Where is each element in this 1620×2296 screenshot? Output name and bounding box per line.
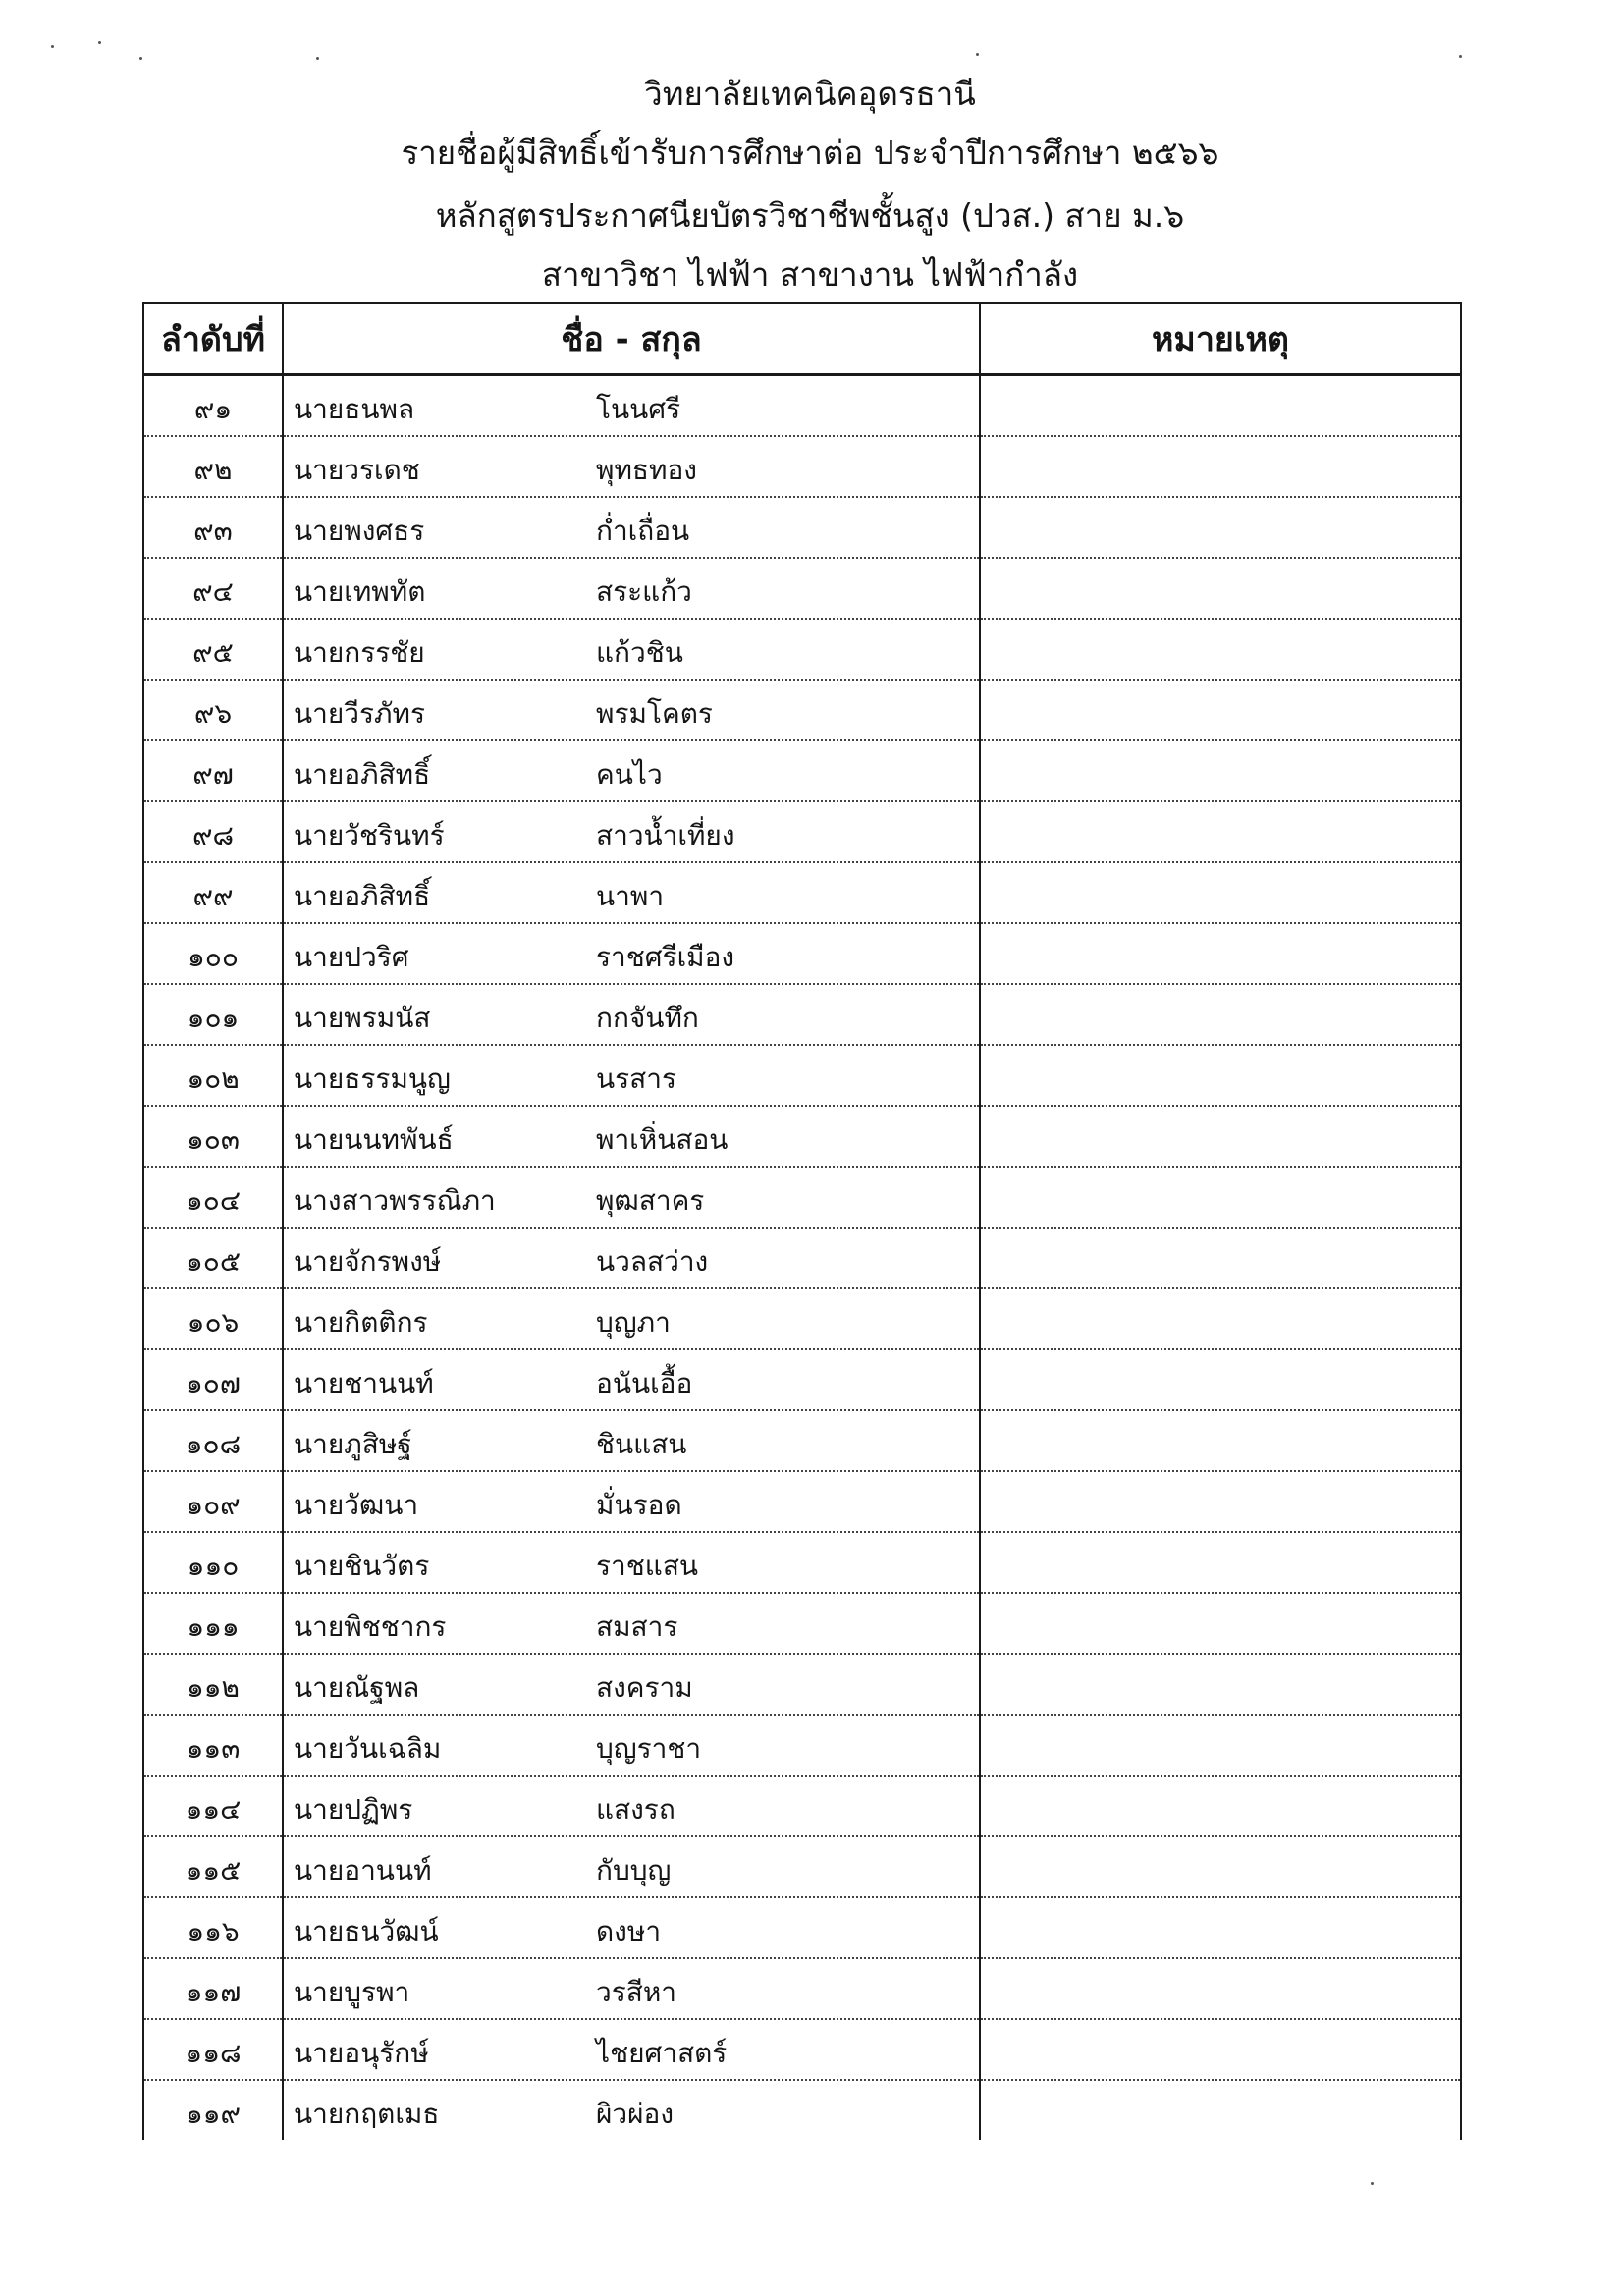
table-row (143, 1958, 1461, 2019)
surname: ไชยศาสตร์ (596, 2037, 728, 2069)
row-fullname (283, 862, 980, 923)
scan-speck (976, 53, 979, 56)
surname: นวลสว่าง (596, 1245, 709, 1278)
row-fullname (283, 1288, 980, 1349)
given-name: นายอภิสิทธิ์ (294, 758, 431, 791)
row-remark (980, 1593, 1461, 1654)
row-remark (980, 1776, 1461, 1836)
given-name: นายกิตติกร (294, 1306, 428, 1339)
surname: สงคราม (596, 1671, 693, 1704)
row-remark (980, 619, 1461, 680)
surname: บุญราชา (596, 1732, 702, 1765)
surname: พาเหิ่นสอน (596, 1123, 729, 1156)
row-remark (980, 1410, 1461, 1471)
row-fullname (283, 1776, 980, 1836)
row-remark (980, 1715, 1461, 1776)
row-number: ๑๐๓ (143, 1106, 283, 1167)
given-name: นายธนพล (294, 393, 415, 425)
row-remark (980, 1897, 1461, 1958)
major-title: สาขาวิชา ไฟฟ้า สาขางาน ไฟฟ้ากำลัง (541, 255, 1079, 294)
row-fullname (283, 680, 980, 740)
table-row (143, 2080, 1461, 2140)
list-title: รายชื่อผู้มีสิทธิ์เข้ารับการศึกษาต่อ ประจำปีการศึกษา ๒๕๖๖ (401, 134, 1219, 172)
row-remark (980, 1471, 1461, 1532)
surname: ราชศรีเมือง (596, 941, 735, 973)
row-number: ๙๗ (143, 740, 283, 801)
row-fullname (283, 1228, 980, 1288)
table-row (143, 1349, 1461, 1410)
row-number: ๙๙ (143, 862, 283, 923)
table-row (143, 1228, 1461, 1288)
given-name: นายวรเดช (294, 454, 420, 486)
row-remark (980, 1349, 1461, 1410)
surname: ดงษา (596, 1915, 662, 1947)
given-name: นายวีรภัทร (294, 697, 425, 730)
row-remark (980, 1288, 1461, 1349)
given-name: นายวันเฉลิม (294, 1732, 442, 1765)
scan-speck (139, 57, 142, 60)
row-number: ๑๑๑ (143, 1593, 283, 1654)
row-remark (980, 2080, 1461, 2140)
row-number: ๑๑๗ (143, 1958, 283, 2019)
row-number: ๑๐๐ (143, 923, 283, 984)
table-row (143, 862, 1461, 923)
given-name: นายธนวัฒน์ (294, 1915, 439, 1947)
row-remark (980, 801, 1461, 862)
row-number: ๑๑๔ (143, 1776, 283, 1836)
table-row (143, 1715, 1461, 1776)
row-remark (980, 1228, 1461, 1288)
row-remark (980, 1045, 1461, 1106)
college-name: วิทยาลัยเทคนิคอุดรธานี (644, 75, 976, 113)
row-number: ๙๖ (143, 680, 283, 740)
row-fullname (283, 619, 980, 680)
row-remark (980, 1836, 1461, 1897)
table-row (143, 497, 1461, 558)
given-name: นายวัฒนา (294, 1489, 419, 1521)
row-remark (980, 680, 1461, 740)
surname: อนันเอื้อ (596, 1367, 693, 1399)
surname: ก่ำเถื่อน (596, 515, 690, 547)
surname: พรมโคตร (596, 697, 713, 730)
row-number: ๑๐๙ (143, 1471, 283, 1532)
row-fullname (283, 1836, 980, 1897)
row-remark (980, 558, 1461, 619)
given-name: นายพิชชากร (294, 1611, 447, 1643)
row-fullname (283, 923, 980, 984)
surname: นรสาร (596, 1063, 677, 1095)
surname: แก้วชิน (596, 636, 683, 669)
row-number: ๑๑๓ (143, 1715, 283, 1776)
row-remark (980, 1654, 1461, 1715)
row-fullname (283, 1106, 980, 1167)
row-number: ๙๘ (143, 801, 283, 862)
row-number: ๑๐๑ (143, 984, 283, 1045)
given-name: นายอานนท์ (294, 1854, 432, 1886)
table-row (143, 1045, 1461, 1106)
given-name: นายปฏิพร (294, 1793, 413, 1826)
scan-speck (98, 41, 101, 44)
row-fullname (283, 1715, 980, 1776)
table-row (143, 619, 1461, 680)
surname: โนนศรี (596, 393, 681, 425)
row-number: ๑๐๕ (143, 1228, 283, 1288)
given-name: นายพงศธร (294, 515, 425, 547)
table-row (143, 740, 1461, 801)
given-name: นายชานนท์ (294, 1367, 434, 1399)
table-header-row (143, 303, 1461, 375)
row-fullname (283, 1532, 980, 1593)
given-name: นายนนทพันธ์ (294, 1123, 454, 1156)
column-header-remark: หมายเหตุ (980, 303, 1461, 375)
scan-speck (51, 45, 54, 48)
given-name: นายกฤตเมธ (294, 2098, 440, 2130)
given-name: นายปวริศ (294, 941, 409, 973)
row-number: ๑๑๐ (143, 1532, 283, 1593)
surname: บุญภา (596, 1306, 671, 1339)
row-number: ๑๐๖ (143, 1288, 283, 1349)
row-remark (980, 740, 1461, 801)
surname: แสงรถ (596, 1793, 675, 1826)
table-row (143, 375, 1461, 437)
surname: ชินแสน (596, 1428, 687, 1460)
table-row (143, 558, 1461, 619)
row-fullname (283, 1349, 980, 1410)
row-number: ๑๑๙ (143, 2080, 283, 2140)
row-remark (980, 1958, 1461, 2019)
row-fullname (283, 558, 980, 619)
given-name: นายอภิสิทธิ์ (294, 880, 431, 912)
given-name: นายณัฐพล (294, 1671, 420, 1704)
table-row (143, 1897, 1461, 1958)
surname: วรสีหา (596, 1976, 677, 2008)
table-row (143, 1471, 1461, 1532)
row-fullname (283, 1897, 980, 1958)
row-number: ๑๐๒ (143, 1045, 283, 1106)
row-number: ๑๑๒ (143, 1654, 283, 1715)
given-name: นายธรรมนูญ (294, 1063, 451, 1095)
row-remark (980, 1167, 1461, 1228)
row-remark (980, 375, 1461, 437)
row-remark (980, 1106, 1461, 1167)
given-name: นายเทพทัต (294, 575, 426, 608)
table-row (143, 1836, 1461, 1897)
row-fullname (283, 497, 980, 558)
row-remark (980, 436, 1461, 497)
row-fullname (283, 1654, 980, 1715)
surname: ราชแสน (596, 1550, 699, 1582)
row-remark (980, 923, 1461, 984)
row-number: ๑๑๖ (143, 1897, 283, 1958)
row-number: ๑๐๘ (143, 1410, 283, 1471)
surname: สาวน้ำเที่ยง (596, 819, 735, 851)
program-title: หลักสูตรประกาศนียบัตรวิชาชีพชั้นสูง (ปวส.) สาย ม.๖ (435, 196, 1185, 235)
row-number: ๙๔ (143, 558, 283, 619)
column-header-number: ลำดับที่ (143, 303, 283, 375)
scan-speck (316, 57, 319, 60)
row-number: ๑๐๗ (143, 1349, 283, 1410)
table-row (143, 1288, 1461, 1349)
scan-speck (1459, 55, 1462, 58)
row-remark (980, 2019, 1461, 2080)
given-name: นายภูสิษฐ์ (294, 1428, 412, 1460)
surname: กับบุญ (596, 1854, 672, 1886)
row-fullname (283, 1593, 980, 1654)
row-number: ๙๕ (143, 619, 283, 680)
surname: พุทธทอง (596, 454, 697, 486)
row-fullname (283, 1958, 980, 2019)
table-row (143, 984, 1461, 1045)
given-name: นายกรรชัย (294, 636, 425, 669)
table-body (143, 375, 1461, 2141)
row-fullname (283, 801, 980, 862)
given-name: นายชินวัตร (294, 1550, 430, 1582)
row-remark (980, 862, 1461, 923)
row-fullname (283, 2080, 980, 2140)
row-fullname (283, 436, 980, 497)
row-remark (980, 984, 1461, 1045)
table-row (143, 923, 1461, 984)
surname: นาพา (596, 880, 665, 912)
row-fullname (283, 1471, 980, 1532)
table-row (143, 1532, 1461, 1593)
row-number: ๑๑๘ (143, 2019, 283, 2080)
row-remark (980, 497, 1461, 558)
row-fullname (283, 984, 980, 1045)
row-number: ๙๓ (143, 497, 283, 558)
given-name: นายวัชรินทร์ (294, 819, 445, 851)
row-fullname (283, 1410, 980, 1471)
row-number: ๙๒ (143, 436, 283, 497)
surname: สมสาร (596, 1611, 678, 1643)
column-header-name: ชื่อ - สกุล (283, 303, 980, 375)
row-fullname (283, 375, 980, 437)
row-number: ๑๐๔ (143, 1167, 283, 1228)
table-row (143, 2019, 1461, 2080)
surname: สระแก้ว (596, 575, 692, 608)
given-name: นายบูรพา (294, 1976, 410, 2008)
table-row (143, 1106, 1461, 1167)
scan-speck (1371, 2182, 1374, 2185)
table-row (143, 1593, 1461, 1654)
table-row (143, 1410, 1461, 1471)
table-row (143, 1167, 1461, 1228)
given-name: นายจักรพงษ์ (294, 1245, 442, 1278)
surname: คนไว (596, 758, 663, 791)
given-name: นายพรมนัส (294, 1002, 431, 1034)
surname: พุฒสาคร (596, 1184, 705, 1217)
row-fullname (283, 1045, 980, 1106)
row-number: ๑๑๕ (143, 1836, 283, 1897)
surname: มั่นรอด (596, 1489, 682, 1521)
row-fullname (283, 740, 980, 801)
given-name: นายอนุรักษ์ (294, 2037, 429, 2069)
row-number: ๙๑ (143, 375, 283, 437)
surname: ผิวผ่อง (596, 2098, 675, 2130)
table-row (143, 680, 1461, 740)
row-fullname (283, 1167, 980, 1228)
table-row (143, 801, 1461, 862)
row-remark (980, 1532, 1461, 1593)
candidate-table (142, 302, 1462, 2140)
table-row (143, 1776, 1461, 1836)
given-name: นางสาวพรรณิภา (294, 1184, 496, 1217)
table-row (143, 436, 1461, 497)
row-fullname (283, 2019, 980, 2080)
surname: กกจันทึก (596, 1002, 699, 1034)
table-row (143, 1654, 1461, 1715)
